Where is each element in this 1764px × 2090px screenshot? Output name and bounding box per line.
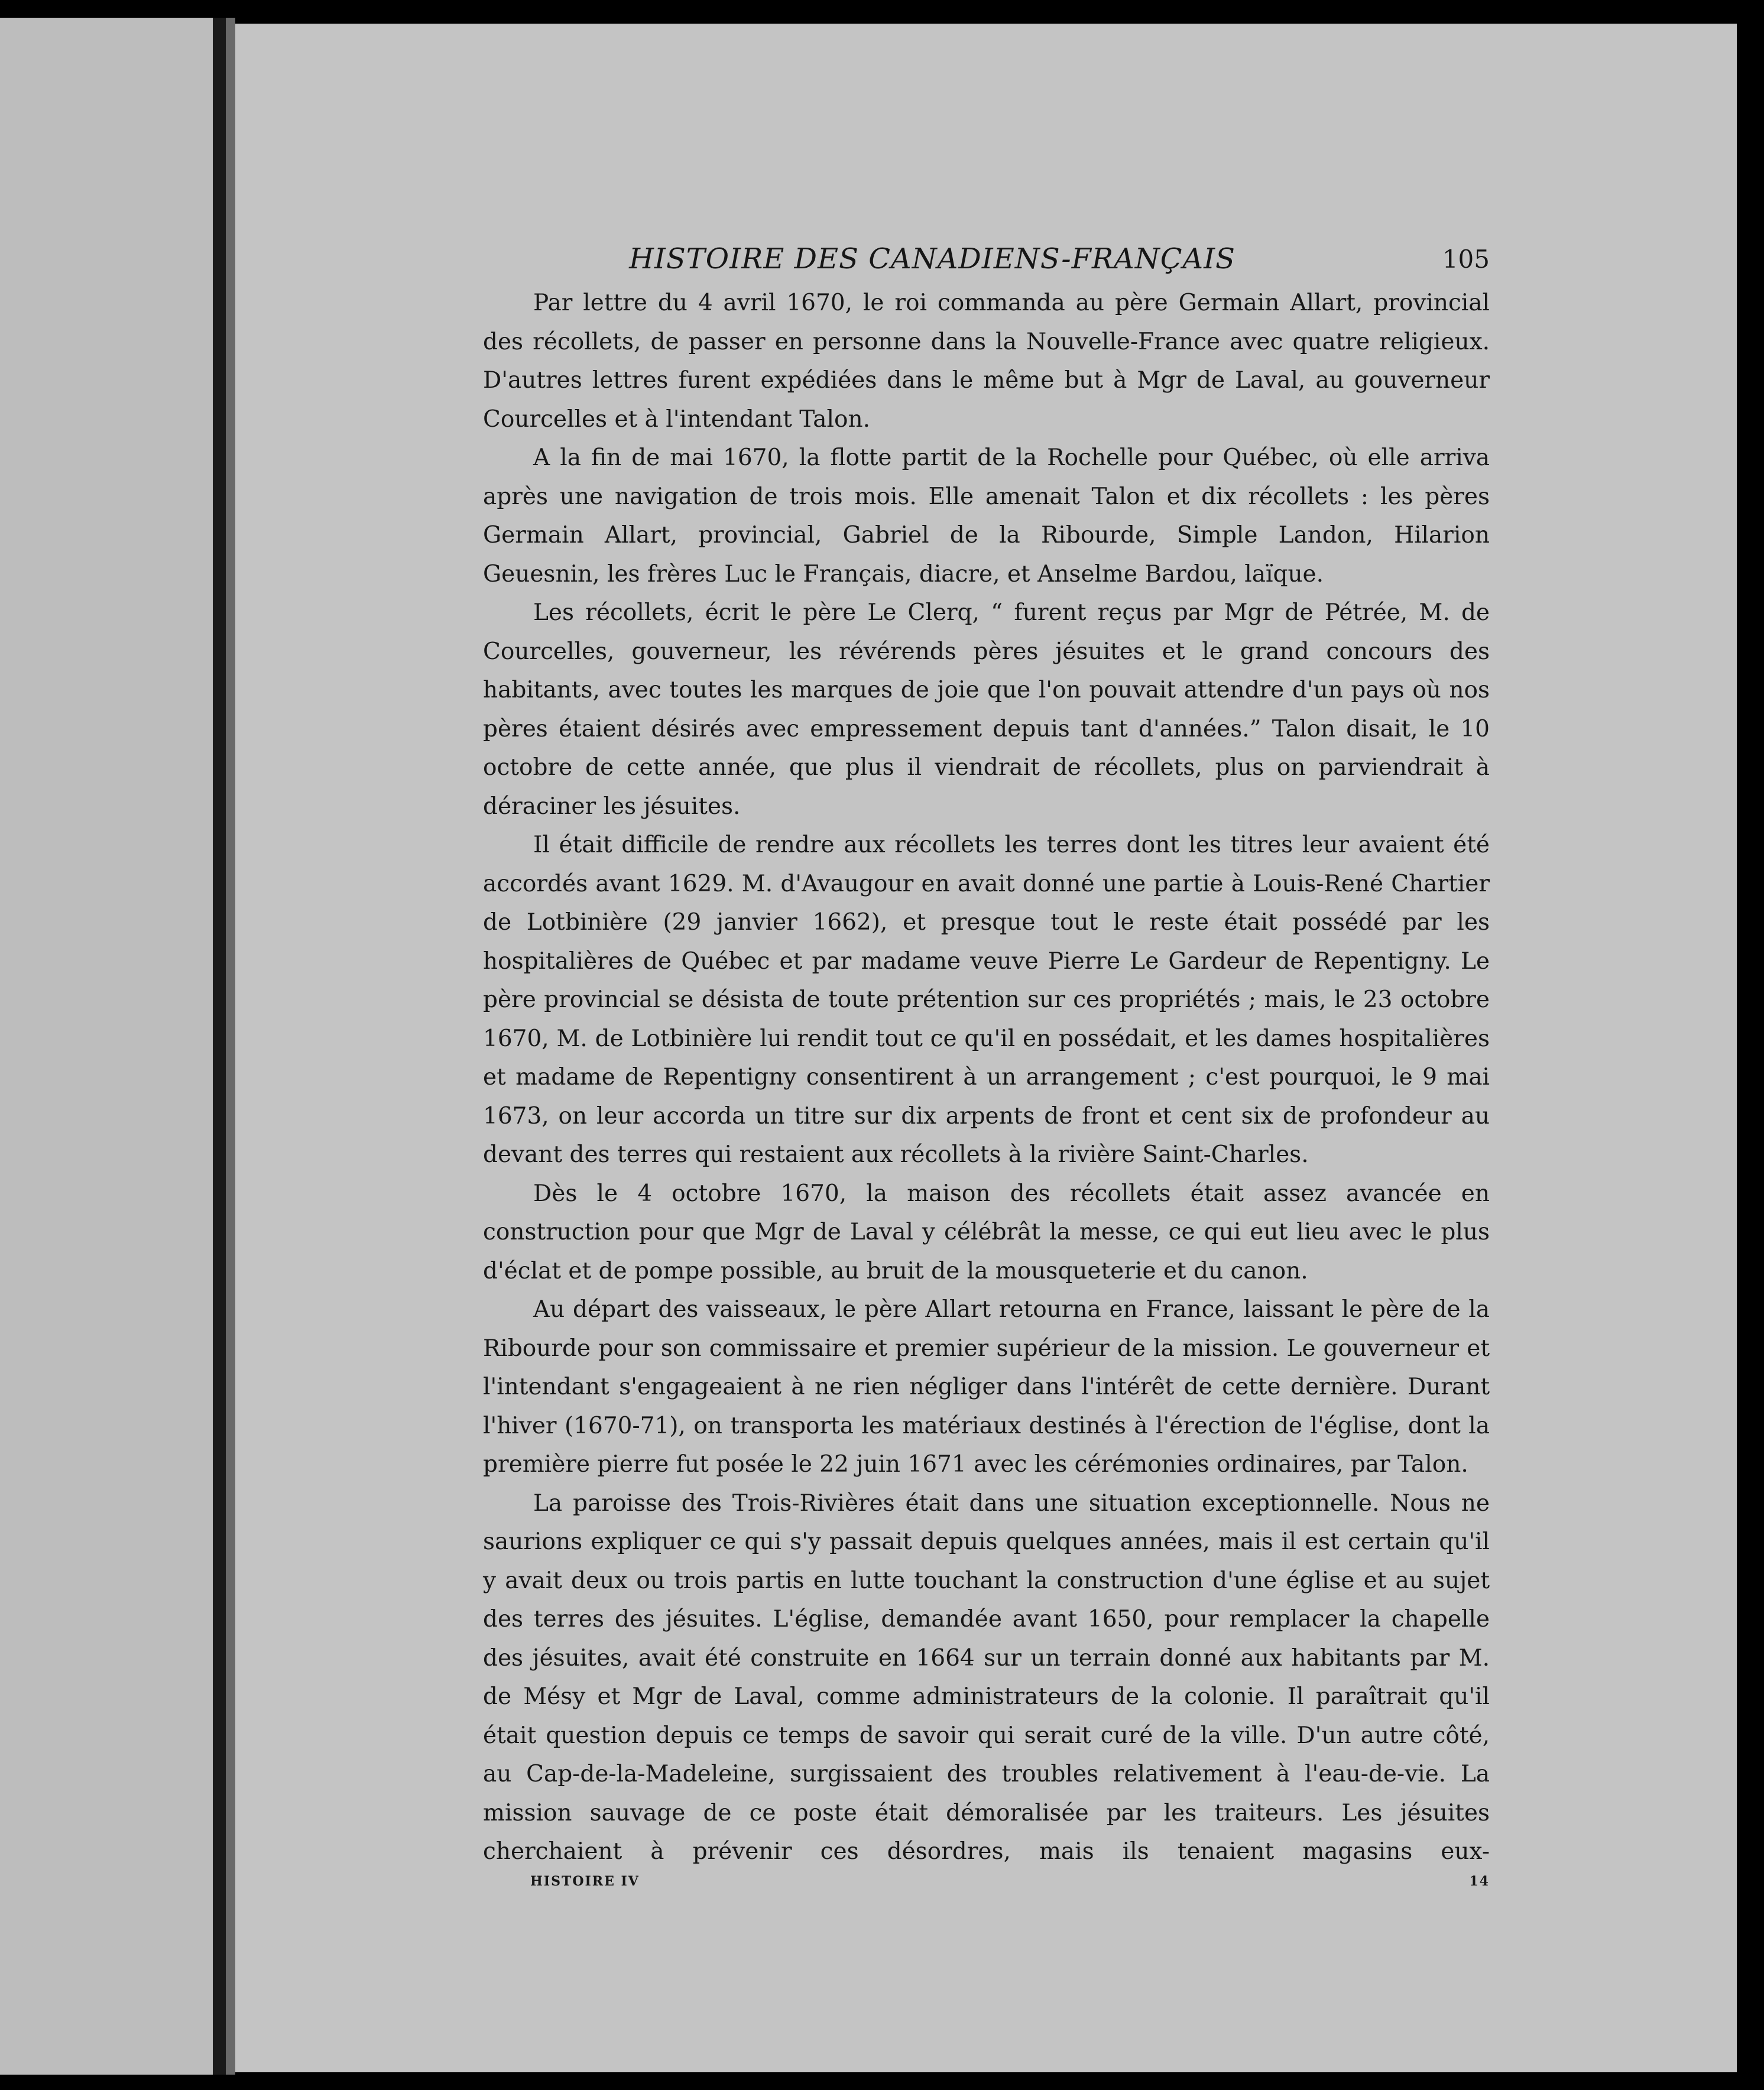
- page-footer: [483, 1874, 1490, 1897]
- paragraph: A la fin de mai 1670, la flotte partit de la Rochelle pour Québec, où elle arriva après une navigation de trois mois. Elle amenait Talon et dix récollets : les pères Germain Allart, provincial, Gabriel de la Ribourde, Simple Landon, Hilarion Geuesnin, les frères Luc le Français, diacre, et Anselme Bardou, laïque.: [483, 444, 1490, 588]
- running-head: [483, 242, 1490, 284]
- paragraph: La paroisse des Trois-Rivières était dans une situation exceptionnelle. Nous ne saurions expliquer ce qui s'y passait depuis quelques années, mais il est certain qu'il y avait deux ou trois partis en lutte touchant la construction d'une église et au sujet des terres des jésuites. L'église, demandée avant 1650, pour remplacer la chapelle des jésuites, avait été construite en 1664 sur un terrain donné aux habitants par M. de Mésy et Mgr de Laval, comme administrateurs de la colonie. Il paraîtrait qu'il était question depuis ce temps de savoir qui serait curé de la ville. D'un autre côté, au Cap-de-la-Madeleine, surgissaient des troubles relativement à l'eau-de-vie. La mission sauvage de ce poste était démoralisée par les traiteurs. Les jésuites cherchaient à prévenir ces désordres, mais ils tenaient magasins eux-: [483, 1489, 1490, 1865]
- sheet-number: 14: [1469, 1873, 1490, 1889]
- paragraph: Au départ des vaisseaux, le père Allart retourna en France, laissant le père de la Ribourde pour son commissaire et premier supérieur de la mission. Le gouverneur et l'intendant s'engageaient à ne rien négliger dans l'intérêt de cette dernière. Durant l'hiver (1670-71), on transporta les matériaux destinés à l'érection de l'église, dont la première pierre fut posée le 22 juin 1671 avec les cérémonies ordinaires, par Talon.: [483, 1296, 1490, 1478]
- paragraph: Il était difficile de rendre aux récollets les terres dont les titres leur avaient été accordés avant 1629. M. d'Avaugour en avait donné une partie à Louis-René Chartier de Lotbinière (29 janvier 1662), et presque tout le reste était possédé par les hospitalières de Québec et par madame veuve Pierre Le Gardeur de Repentigny. Le père provincial se désista de toute prétention sur ces propriétés ; mais, le 23 octobre 1670, M. de Lotbinière lui rendit tout ce qu'il en possédait, et les dames hospitalières et madame de Repentigny consentirent à un arrangement ; c'est pourquoi, le 9 mai 1673, on leur accorda un titre sur dix arpents de front et cent six de profondeur au devant des terres qui restaient aux récollets à la rivière Saint-Charles.: [483, 832, 1490, 1168]
- left-page-blank: [0, 18, 213, 2075]
- page-content: [483, 242, 1490, 1897]
- signature-mark: HISTOIRE IV: [530, 1873, 640, 1889]
- book-spine: [213, 18, 226, 2075]
- spine-edge: [226, 18, 235, 2075]
- paragraph: Par lettre du 4 avril 1670, le roi commanda au père Germain Allart, provincial des récollets, de passer en personne dans la Nouvelle-France avec quatre religieux. D'autres lettres furent expédiées dans le même but à Mgr de Laval, au gouverneur Courcelles et à l'intendant Talon.: [483, 290, 1490, 433]
- paragraph: Dès le 4 octobre 1670, la maison des récollets était assez avancée en construction pour que Mgr de Laval y célébrât la messe, ce qui eut lieu avec le plus d'éclat et de pompe possible, au bruit de la mousqueterie et du canon.: [483, 1180, 1490, 1284]
- scan-border: [1737, 24, 1764, 2072]
- body-text: [483, 284, 1490, 1871]
- page-number: 105: [1442, 245, 1490, 274]
- paragraph: Les récollets, écrit le père Le Clerq, “ furent reçus par Mgr de Pétrée, M. de Courcelles, gouverneur, les révérends pères jésuites et le grand concours des habitants, avec toutes les marques de joie que l'on pouvait attendre d'un pays où nos pères étaient désirés avec empressement depuis tant d'années.” Talon disait, le 10 octobre de cette année, que plus il viendrait de récollets, plus on parviendrait à déraciner les jésuites.: [483, 599, 1490, 820]
- running-head-title: HISTOIRE DES CANADIENS-FRANÇAIS: [629, 242, 1236, 275]
